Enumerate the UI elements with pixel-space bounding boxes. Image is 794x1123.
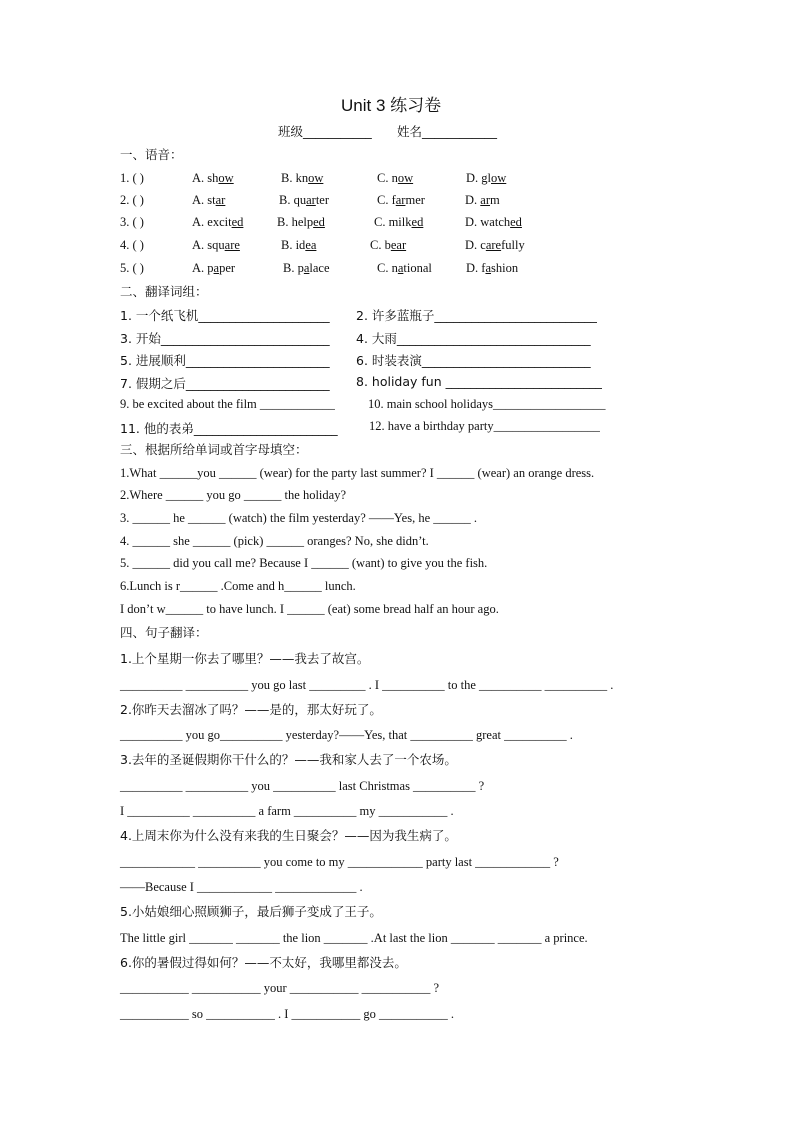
option-b: B. quarter [279, 193, 329, 207]
translation-answer[interactable]: I __________ __________ a farm __________ my ___________ . [120, 804, 454, 818]
translation-answer[interactable]: ____________ __________ you come to my ____________ party last ____________ ? [120, 855, 559, 869]
question-number[interactable]: 3. ( ) [120, 215, 144, 229]
section-heading-phrases: 二、翻译词组： [120, 284, 208, 299]
translation-prompt: 5.小姑娘细心照顾狮子，最后狮子变成了王子。 [120, 904, 382, 919]
option-a: A. square [192, 238, 240, 252]
option-d: D. watched [465, 215, 522, 229]
translation-prompt: 6.你的暑假过得如何？——不太好，我哪里都没去。 [120, 955, 407, 970]
translation-answer[interactable]: ___________ so ___________ . I ___________ go ___________ . [120, 1007, 455, 1021]
question-number[interactable]: 2. ( ) [120, 193, 144, 207]
fill-item[interactable]: 6.Lunch is r______ .Come and h______ lunch. [120, 579, 356, 593]
section-heading-phonics: 一、语音： [120, 147, 183, 162]
phrase-item[interactable]: 2. 许多蓝瓶子__________________________ [356, 308, 597, 323]
fill-item[interactable]: I don’t w______ to have lunch. I ______ (eat) some bread half an hour ago. [120, 602, 499, 616]
fill-item[interactable]: 3. ______ he ______ (watch) the film yesterday? ——Yes, he ______ . [120, 511, 478, 525]
option-b: B. know [281, 171, 324, 185]
option-c: C. milked [374, 215, 424, 229]
fill-item[interactable]: 4. ______ she ______ (pick) ______ oranges? No, she didn’t. [120, 534, 429, 548]
question-number[interactable]: 4. ( ) [120, 238, 144, 252]
section-heading-fill: 三、根据所给单词或首字母填空： [120, 442, 308, 457]
translation-answer[interactable]: ——Because I ____________ _____________ . [120, 880, 363, 894]
option-c: C. now [377, 171, 414, 185]
option-a: A. excited [192, 215, 244, 229]
question-number[interactable]: 1. ( ) [120, 171, 144, 185]
translation-answer[interactable]: The little girl _______ _______ the lion _______ .At last the lion _______ _______ a prince. [120, 931, 588, 945]
phrase-item[interactable]: 12. have a birthday party_________________ [369, 419, 600, 433]
page-title: Unit 3 练习卷 [341, 96, 442, 115]
translation-answer[interactable]: ___________ ___________ your ___________ ___________ ? [120, 981, 440, 995]
question-number[interactable]: 5. ( ) [120, 261, 144, 275]
option-a: A. star [192, 193, 226, 207]
option-d: D. fashion [466, 261, 519, 275]
name-field[interactable]: 姓名____________ [397, 124, 498, 139]
translation-prompt: 4.上周末你为什么没有来我的生日聚会？——因为我生病了。 [120, 828, 457, 843]
translation-prompt: 1.上个星期一你去了哪里？——我去了故宫。 [120, 651, 370, 666]
phrase-item[interactable]: 1. 一个纸飞机_____________________ [120, 308, 330, 323]
phrase-item[interactable]: 9. be excited about the film ____________ [120, 397, 335, 411]
translation-prompt: 2.你昨天去溜冰了吗？——是的，那太好玩了。 [120, 702, 382, 717]
option-d: D. glow [466, 171, 507, 185]
fill-item[interactable]: 2.Where ______ you go ______ the holiday? [120, 488, 346, 502]
section-heading-translation: 四、句子翻译： [120, 625, 208, 640]
phrase-item[interactable]: 4. 大雨_______________________________ [356, 331, 591, 346]
option-d: D. arm [465, 193, 500, 207]
option-b: B. idea [281, 238, 317, 252]
option-d: D. carefully [465, 238, 525, 252]
option-b: B. palace [283, 261, 330, 275]
phrase-item[interactable]: 7. 假期之后_______________________ [120, 376, 330, 391]
phrase-item[interactable]: 5. 进展顺利_______________________ [120, 353, 330, 368]
option-c: C. farmer [377, 193, 425, 207]
option-a: A. paper [192, 261, 236, 275]
phrase-item[interactable]: 3. 开始___________________________ [120, 331, 330, 346]
option-c: C. national [377, 261, 432, 275]
fill-item[interactable]: 1.What ______you ______ (wear) for the party last summer? I ______ (wear) an orange dress. [120, 466, 595, 480]
fill-item[interactable]: 5. ______ did you call me? Because I ______ (want) to give you the fish. [120, 556, 488, 570]
translation-answer[interactable]: __________ __________ you go last _________ . I __________ to the __________ __________ . [120, 678, 614, 692]
translation-answer[interactable]: __________ you go__________ yesterday?——Yes, that __________ great __________ . [120, 728, 573, 742]
option-b: B. helped [277, 215, 325, 229]
class-field[interactable]: 班级___________ [278, 124, 372, 139]
translation-answer[interactable]: __________ __________ you __________ last Christmas __________ ? [120, 779, 485, 793]
option-a: A. show [192, 171, 234, 185]
translation-prompt: 3.去年的圣诞假期你干什么的？——我和家人去了一个农场。 [120, 752, 457, 767]
option-c: C. bear [370, 238, 407, 252]
phrase-item[interactable]: 10. main school holidays__________________ [368, 397, 606, 411]
phrase-item[interactable]: 8. holiday fun _________________________ [356, 374, 602, 389]
phrase-item[interactable]: 6. 时装表演___________________________ [356, 353, 591, 368]
phrase-item[interactable]: 11. 他的表弟_______________________ [120, 421, 338, 436]
